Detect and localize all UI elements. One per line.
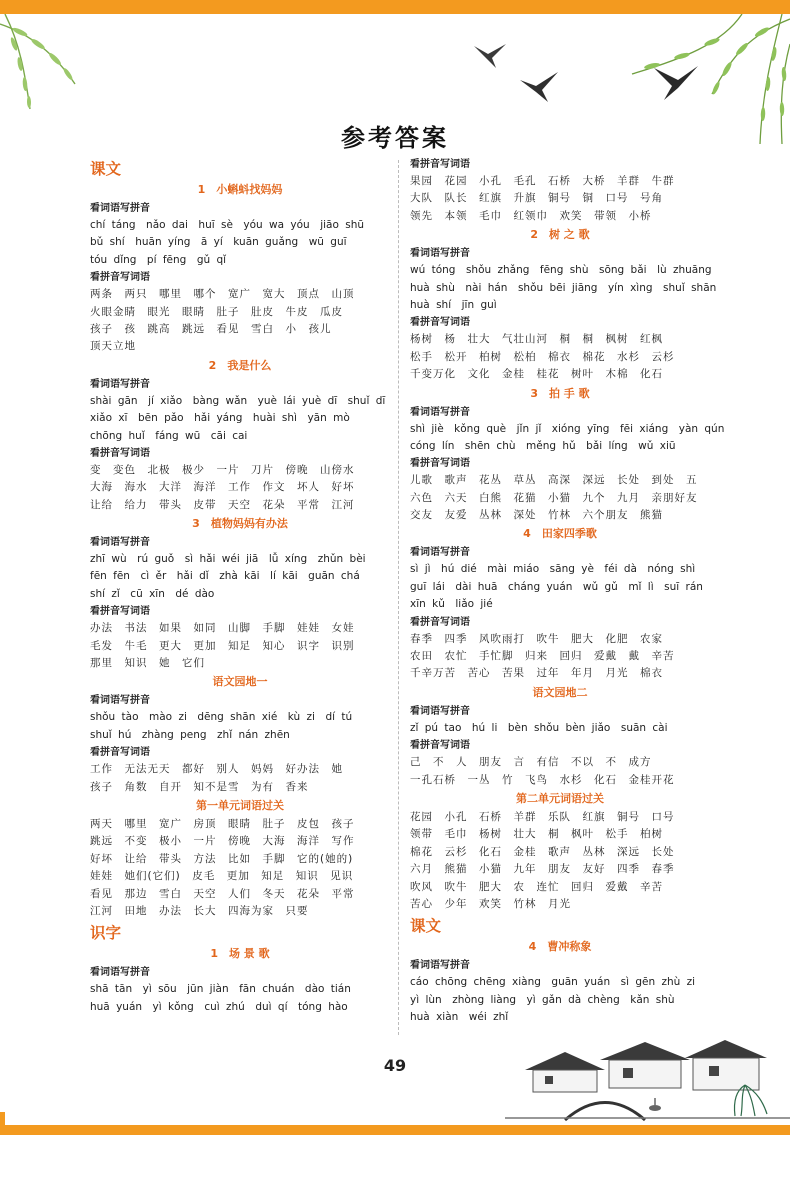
pinyin-answer-line: fēn fēn cì ěr hǎi dǐ zhà kāi lí kāi guān chá [90, 570, 360, 583]
page-number: 49 [383, 1056, 407, 1075]
word-answer-line: 交友 友爱 丛林 深处 竹林 六个朋友 熊猫 [410, 509, 663, 522]
pinyin-answer-line: huà shù nài hán shǒu bēi jiāng yín xìng shuǐ shān [410, 281, 717, 294]
pinyin-answer-line: shuǐ hú zhàng peng zhǐ nán zhēn [90, 728, 290, 741]
section-title: 识字 [90, 924, 122, 943]
exercise-label: 看词语写拼音 [410, 406, 470, 418]
exercise-label: 看拼音写词语 [90, 606, 150, 618]
pinyin-answer-line: chōng huǐ fáng wū cāi cai [90, 429, 248, 442]
word-answer-line: 领带 毛巾 杨树 壮大 桐 枫叶 松手 柏树 [410, 828, 663, 841]
lesson-title: 语文园地一 [212, 675, 268, 689]
pinyin-answer-line: sì jì hú dié mài miáo sāng yè féi dà nóng shì [410, 563, 696, 576]
word-answer-line: 让给 给力 带头 皮带 天空 花朵 平常 江河 [90, 498, 355, 511]
word-answer-line: 大队 队长 红旗 升旗 铜号 铜 口号 号角 [410, 192, 663, 205]
word-answer-line: 两天 哪里 宽广 房顶 眼睛 肚子 皮包 孩子 [90, 817, 355, 830]
word-answer-line: 儿歌 歌声 花丛 草丛 高深 深远 长处 到处 五 [410, 474, 698, 487]
pinyin-answer-line: zhī wù rú guǒ sì hǎi wéi jiā lǚ xíng zhǔn bèi [90, 553, 366, 566]
lesson-title: 第一单元词语过关 [196, 798, 284, 812]
pinyin-answer-line: tóu dǐng pí fēng gǔ qǐ [90, 253, 227, 266]
pinyin-answer-line: cáo chōng chēng xiàng guān yuán sì gēn zhù zi [410, 976, 696, 989]
pinyin-answer-line: yì lùn zhòng liàng yì gǎn dà chèng kǎn shù [410, 993, 675, 1006]
swallow-bird-icon [472, 40, 508, 70]
word-answer-line: 松手 松开 柏树 松柏 棉衣 棉花 水杉 云杉 [410, 350, 675, 363]
pinyin-answer-line: xīn kǔ liǎo jié [410, 598, 493, 611]
lesson-title: 3 植物妈妈有办法 [192, 517, 288, 531]
pinyin-answer-line: shǒu tào mào zi dēng shān xié kù zi dí tú [90, 711, 353, 724]
word-answer-line: 己 不 人 朋友 言 有信 不以 不 成方 [410, 756, 652, 769]
word-answer-line: 跳远 不变 极小 一片 傍晚 大海 海洋 写作 [90, 835, 355, 848]
word-answer-line: 六色 六天 白熊 花猫 小猫 九个 九月 亲朋好友 [410, 491, 698, 504]
word-answer-line: 领先 本领 毛巾 红领巾 欢笑 带领 小桥 [410, 209, 652, 222]
answer-column-left [90, 156, 390, 1016]
word-answer-line: 千辛万苦 苦心 苦果 过年 年月 月光 棉衣 [410, 667, 663, 680]
bottom-accent-bar [0, 1125, 790, 1135]
word-answer-line: 工作 无法无天 都好 别人 妈妈 好办法 她 [90, 763, 343, 776]
word-answer-line: 孩子 孩 跳高 跳远 看见 雪白 小 孩儿 [90, 322, 332, 335]
exercise-label: 看词语写拼音 [90, 695, 150, 707]
word-answer-line: 杨树 杨 壮大 气壮山河 桐 桐 枫树 红枫 [410, 333, 663, 346]
word-answer-line: 千变万化 文化 金桂 桂花 树叶 木棉 化石 [410, 368, 663, 381]
word-answer-line: 果园 花园 小孔 毛孔 石桥 大桥 羊群 牛群 [410, 175, 675, 187]
word-answer-line: 棉花 云杉 化石 金桂 歌声 丛林 深远 长处 [410, 845, 675, 858]
lesson-title: 第二单元词语过关 [516, 791, 604, 805]
pinyin-answer-line: huà shí jīn guì [410, 298, 497, 311]
word-answer-line: 孩子 角数 自开 知不是雪 为有 香来 [90, 780, 309, 793]
pinyin-answer-line: chí táng nǎo dai huī sè yóu wa yóu jiāo shū [90, 219, 365, 231]
lesson-title: 4 曹冲称象 [528, 940, 592, 954]
exercise-label: 看拼音写词语 [410, 458, 470, 470]
exercise-label: 看拼音写词语 [90, 272, 150, 284]
pinyin-answer-line: cóng lín shēn chù měng hǔ bǎi líng wǔ xiū [410, 439, 676, 452]
word-answer-line: 变 变色 北极 极少 一片 刀片 傍晚 山傍水 [90, 463, 355, 476]
page-title: 参考答案 [341, 124, 449, 152]
exercise-label: 看词语写拼音 [410, 248, 470, 260]
exercise-label: 看拼音写词语 [410, 317, 470, 329]
word-answer-line: 六月 熊猫 小猫 九年 朋友 友好 四季 春季 [410, 863, 675, 876]
top-accent-bar [0, 0, 790, 14]
word-answer-line: 顶天立地 [90, 340, 136, 353]
pinyin-answer-line: shí zǐ cū xīn dé dào [90, 587, 215, 600]
pinyin-answer-line: zǐ pú tao hú li bèn shǒu bèn jiǎo suān cài [410, 721, 668, 734]
word-answer-line: 办法 书法 如果 如同 山脚 手脚 娃娃 女娃 [90, 622, 355, 635]
pinyin-answer-line: wú tóng shǒu zhǎng fēng shù sōng bǎi lù zhuāng [410, 264, 712, 277]
word-answer-line: 苦心 少年 欢笑 竹林 月光 [410, 897, 571, 910]
exercise-label: 看词语写拼音 [90, 537, 150, 549]
pinyin-answer-line: shì jiè kǒng què jǐn jǐ xióng yīng fēi xiáng yàn qún [410, 422, 725, 435]
lesson-title: 2 树 之 歌 [530, 228, 590, 242]
bottom-left-accent [0, 1112, 5, 1126]
section-title: 课文 [90, 160, 122, 178]
word-answer-line: 大海 海水 大洋 海洋 工作 作文 坏人 好坏 [90, 481, 355, 494]
word-answer-line: 两条 两只 哪里 哪个 宽广 宽大 顶点 山顶 [90, 288, 355, 301]
exercise-label: 看词语写拼音 [90, 378, 150, 390]
word-answer-line: 春季 四季 风吹雨打 吹牛 肥大 化肥 农家 [410, 632, 663, 645]
word-answer-line: 农田 农忙 手忙脚 归来 回归 爱戴 戴 辛苦 [410, 650, 675, 663]
exercise-label: 看拼音写词语 [410, 616, 470, 628]
word-answer-line: 火眼金睛 眼光 眼睛 肚子 肚皮 牛皮 瓜皮 [90, 305, 343, 318]
ink-village-decoration [505, 1030, 790, 1125]
lesson-title: 4 田家四季歌 [523, 527, 597, 541]
word-answer-line: 花园 小孔 石桥 羊群 乐队 红旗 铜号 口号 [410, 810, 675, 823]
word-answer-line: 毛发 牛毛 更大 更加 知足 知心 识字 识别 [90, 639, 355, 652]
exercise-label: 看拼音写词语 [410, 159, 470, 170]
word-answer-line: 好坏 让给 带头 方法 比如 手脚 它的(她的) [90, 852, 354, 865]
column-divider [398, 160, 399, 1035]
pinyin-answer-line: guī lái dài huā cháng yuán wǔ gǔ mǐ lì suī rán [410, 580, 703, 593]
lesson-title: 1 小蝌蚪找妈妈 [197, 183, 283, 196]
pinyin-answer-line: shā tān yì sōu jūn jiàn fān chuán dào tián [90, 983, 351, 996]
word-answer-line: 一孔石桥 一丛 竹 飞鸟 水杉 化石 金桂开花 [410, 773, 675, 786]
exercise-label: 看拼音写词语 [410, 740, 470, 752]
word-answer-line: 娃娃 她们(它们) 皮毛 更加 知足 知识 见识 [90, 870, 354, 883]
exercise-label: 看词语写拼音 [410, 547, 470, 559]
section-title: 课文 [410, 917, 442, 936]
swallow-bird-icon [518, 70, 560, 104]
word-answer-line: 吹风 吹牛 肥大 农 连忙 回归 爱戴 辛苦 [410, 880, 663, 893]
pinyin-answer-line: bǔ shí huān yíng ā yí kuān guǎng wū guī [90, 236, 347, 249]
exercise-label: 看词语写拼音 [410, 705, 470, 717]
pinyin-answer-line: huà xiàn wéi zhǐ [410, 1011, 509, 1024]
exercise-label: 看词语写拼音 [90, 203, 150, 214]
pinyin-answer-line: shài gān jí xiǎo bàng wǎn yuè lái yuè dī shuǐ dī [90, 394, 386, 407]
lesson-title: 3 拍 手 歌 [530, 386, 590, 400]
exercise-label: 看词语写拼音 [410, 960, 470, 972]
willow-branch-left-decoration [0, 14, 90, 124]
lesson-title: 1 场 景 歌 [210, 947, 270, 961]
lesson-title: 2 我是什么 [208, 358, 272, 372]
answer-column-right [410, 156, 725, 1027]
exercise-label: 看拼音写词语 [90, 747, 150, 759]
pinyin-answer-line: huā yuán yì kǒng cuì zhú duì qí tóng hào [90, 1000, 348, 1013]
exercise-label: 看拼音写词语 [90, 447, 150, 459]
word-answer-line: 那里 知识 她 它们 [90, 657, 205, 670]
word-answer-line: 看见 那边 雪白 天空 人们 冬天 花朵 平常 [90, 887, 355, 900]
lesson-title: 语文园地二 [532, 685, 588, 699]
pinyin-answer-line: xiǎo xī bēn pǎo hǎi yáng huài shì yān mò [90, 412, 350, 425]
word-answer-line: 江河 田地 办法 长大 四海为家 只要 [90, 904, 309, 917]
exercise-label: 看词语写拼音 [90, 967, 150, 979]
